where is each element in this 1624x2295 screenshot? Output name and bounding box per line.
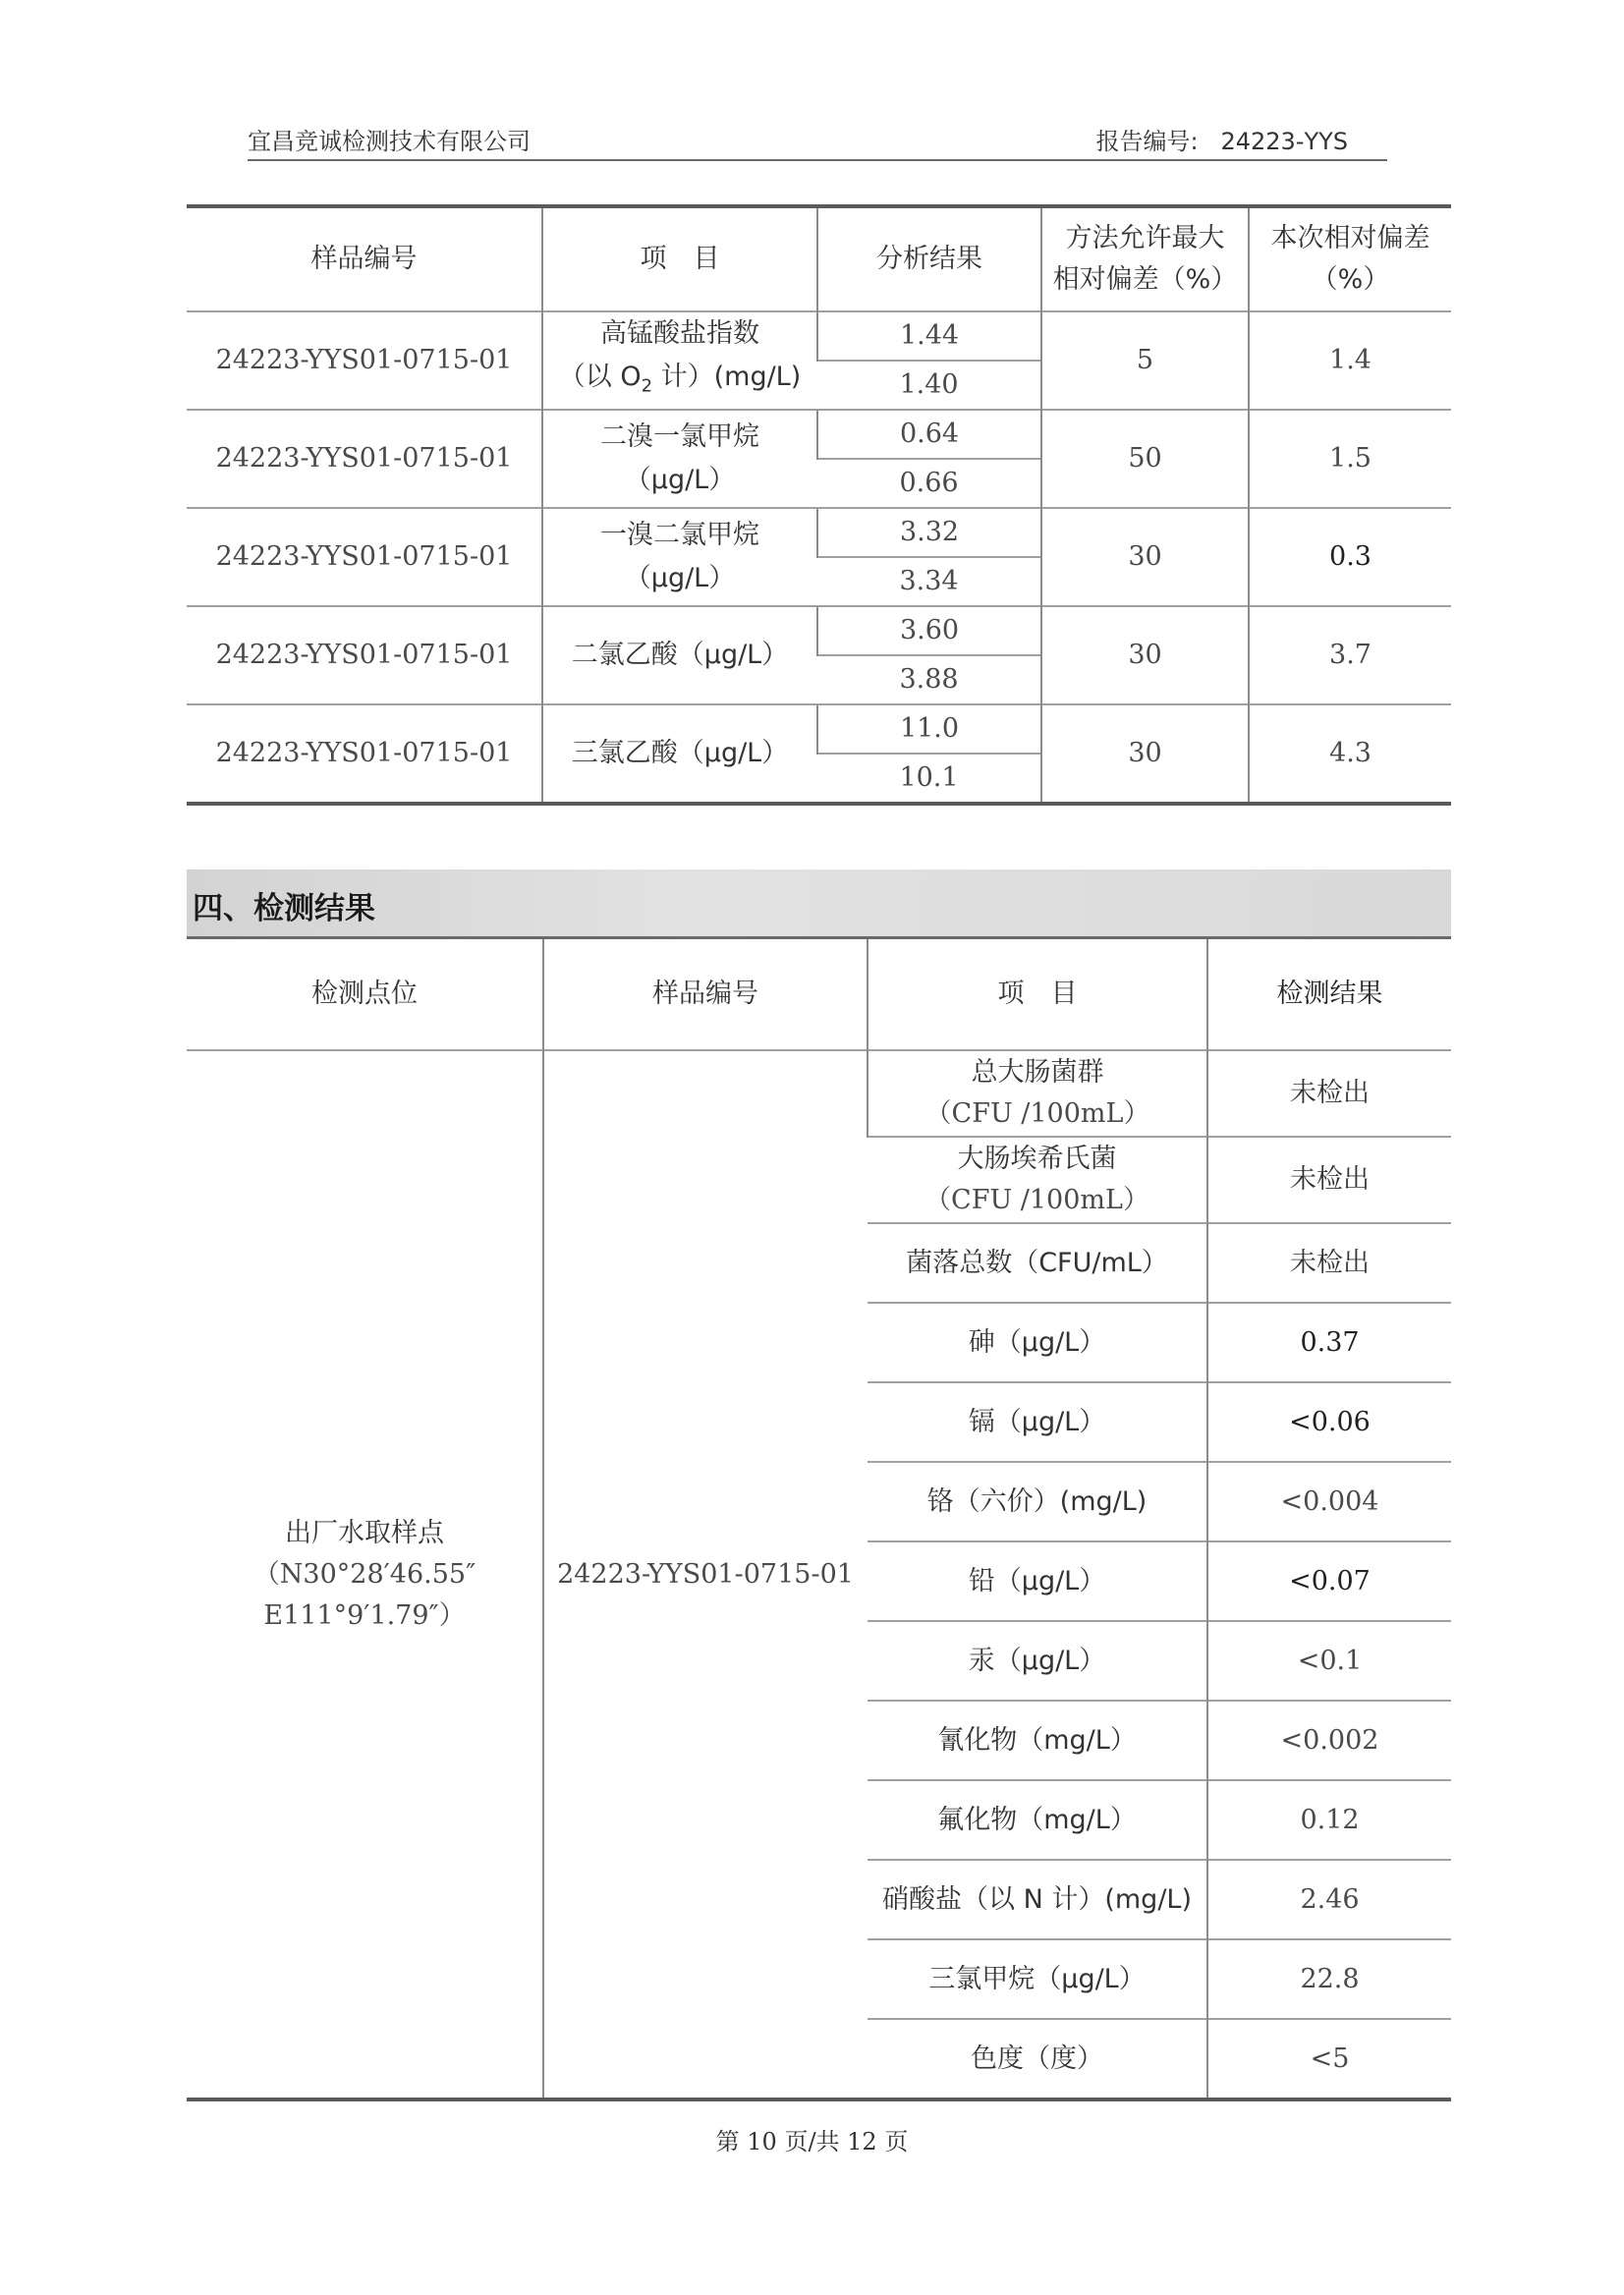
results-item: 氰化物（mg/L） bbox=[868, 1701, 1207, 1780]
report-number-value: 24223-YYS bbox=[1220, 128, 1348, 155]
results-value: 未检出 bbox=[1207, 1137, 1451, 1223]
section-title-bar bbox=[187, 869, 1451, 939]
qc-relative-deviation: 1.5 bbox=[1249, 410, 1451, 508]
qc-row bbox=[187, 606, 1451, 655]
qc-item-unit-sub: 2 bbox=[641, 375, 653, 397]
qc-relative-deviation: 4.3 bbox=[1249, 704, 1451, 804]
qc-header-row bbox=[187, 206, 1451, 311]
qc-header-result: 分析结果 bbox=[817, 206, 1041, 311]
qc-sample-no: 24223-YYS01-0715-01 bbox=[187, 704, 542, 804]
qc-item-line1: 高锰酸盐指数 bbox=[600, 318, 759, 350]
qc-max-deviation: 5 bbox=[1041, 311, 1249, 410]
qc-max-deviation: 30 bbox=[1041, 704, 1249, 804]
qc-max-deviation: 30 bbox=[1041, 606, 1249, 704]
results-table bbox=[187, 939, 1451, 2101]
results-value: 2.46 bbox=[1207, 1860, 1451, 1939]
qc-header-item: 项 目 bbox=[542, 206, 817, 311]
results-item bbox=[868, 1050, 1207, 1137]
qc-result-2: 3.88 bbox=[817, 655, 1041, 704]
qc-header-relative-deviation-line2: （%） bbox=[1311, 264, 1390, 295]
results-item-line2: （CFU /100mL） bbox=[924, 1185, 1149, 1215]
results-value: 未检出 bbox=[1207, 1050, 1451, 1137]
page-header bbox=[248, 122, 1387, 161]
qc-header-relative-deviation bbox=[1249, 206, 1451, 311]
qc-max-deviation: 30 bbox=[1041, 508, 1249, 606]
results-item: 镉（μg/L） bbox=[868, 1382, 1207, 1462]
qc-item-unit-b: 计）(mg/L) bbox=[652, 362, 802, 393]
results-sample-no: 24223-YYS01-0715-01 bbox=[543, 1050, 868, 2099]
qc-header-max-deviation-line1: 方法允许最大 bbox=[1065, 223, 1225, 253]
results-item: 铅（μg/L） bbox=[868, 1541, 1207, 1621]
qc-item-unit-a: （以 O bbox=[558, 362, 642, 393]
qc-item bbox=[542, 508, 817, 606]
qc-item-line2: （μg/L） bbox=[624, 465, 736, 495]
qc-item bbox=[542, 410, 817, 508]
results-item: 汞（μg/L） bbox=[868, 1621, 1207, 1701]
report-number-label: 报告编号: bbox=[1095, 128, 1199, 155]
section-title: 四、检测结果 bbox=[193, 891, 375, 926]
report-number bbox=[1095, 122, 1348, 156]
qc-header-sample-no: 样品编号 bbox=[310, 244, 418, 274]
results-item-line1: 大肠埃希氏菌 bbox=[957, 1144, 1117, 1174]
results-value: <5 bbox=[1207, 2019, 1451, 2099]
results-site bbox=[187, 1050, 543, 2099]
qc-item-line2 bbox=[543, 356, 816, 408]
results-item: 氟化物（mg/L） bbox=[868, 1780, 1207, 1860]
results-header-sample-no: 样品编号 bbox=[543, 939, 868, 1050]
results-item: 铬（六价）(mg/L) bbox=[868, 1462, 1207, 1541]
results-value: <0.07 bbox=[1207, 1541, 1451, 1621]
results-header-site: 检测点位 bbox=[311, 979, 418, 1009]
qc-relative-deviation: 3.7 bbox=[1249, 606, 1451, 704]
qc-row bbox=[187, 508, 1451, 557]
results-value: <0.1 bbox=[1207, 1621, 1451, 1701]
qc-max-deviation: 50 bbox=[1041, 410, 1249, 508]
results-item bbox=[868, 1137, 1207, 1223]
qc-result-2: 1.40 bbox=[817, 361, 1041, 410]
qc-row bbox=[187, 704, 1451, 754]
results-header-row bbox=[187, 939, 1451, 1050]
results-item-line2: （CFU /100mL） bbox=[924, 1098, 1150, 1129]
qc-sample-no: 24223-YYS01-0715-01 bbox=[187, 606, 542, 704]
results-site-line1: 出厂水取样点 bbox=[285, 1517, 444, 1548]
qc-result-1: 3.60 bbox=[817, 606, 1041, 655]
results-value: <0.002 bbox=[1207, 1701, 1451, 1780]
page-footer: 第 10 页/共 12 页 bbox=[715, 2128, 909, 2155]
qc-header-relative-deviation-line1: 本次相对偏差 bbox=[1270, 223, 1430, 253]
results-item-line1: 总大肠菌群 bbox=[971, 1057, 1104, 1088]
qc-header-max-deviation-line2: 相对偏差（%） bbox=[1052, 264, 1238, 295]
qc-item-line1: 二溴一氯甲烷 bbox=[600, 421, 759, 452]
results-header-result: 检测结果 bbox=[1207, 939, 1451, 1050]
qc-result-1: 1.44 bbox=[817, 311, 1041, 361]
qc-row bbox=[187, 410, 1451, 459]
qc-relative-deviation: 0.3 bbox=[1249, 508, 1451, 606]
qc-item-line2: （μg/L） bbox=[624, 563, 736, 593]
qc-row bbox=[187, 311, 1451, 361]
results-site-line2: （N30°28′46.55″ bbox=[252, 1558, 476, 1590]
qc-item-line1: 一溴二氯甲烷 bbox=[600, 520, 759, 550]
qc-result-2: 3.34 bbox=[817, 557, 1041, 606]
results-item: 砷（μg/L） bbox=[868, 1303, 1207, 1382]
qc-result-2: 0.66 bbox=[817, 459, 1041, 508]
company-name: 宜昌竞诚检测技术有限公司 bbox=[248, 128, 531, 155]
results-item: 硝酸盐（以 N 计）(mg/L) bbox=[868, 1860, 1207, 1939]
results-header-item: 项 目 bbox=[868, 939, 1207, 1050]
qc-item bbox=[542, 311, 817, 410]
qc-sample-no: 24223-YYS01-0715-01 bbox=[187, 311, 542, 410]
results-value: <0.004 bbox=[1207, 1462, 1451, 1541]
results-value: 0.37 bbox=[1207, 1303, 1451, 1382]
qc-result-1: 11.0 bbox=[817, 704, 1041, 754]
qc-deviation-table bbox=[187, 204, 1451, 806]
results-value: 22.8 bbox=[1207, 1939, 1451, 2019]
qc-sample-no: 24223-YYS01-0715-01 bbox=[187, 410, 542, 508]
results-site-line3: E111°9′1.79″） bbox=[263, 1599, 466, 1631]
qc-item: 二氯乙酸（μg/L） bbox=[542, 606, 817, 704]
results-item: 菌落总数（CFU/mL） bbox=[868, 1223, 1207, 1303]
results-row bbox=[187, 1050, 1451, 1137]
results-value: 未检出 bbox=[1207, 1223, 1451, 1303]
qc-item: 三氯乙酸（μg/L） bbox=[542, 704, 817, 804]
qc-header-max-deviation bbox=[1041, 206, 1249, 311]
qc-relative-deviation: 1.4 bbox=[1249, 311, 1451, 410]
qc-result-1: 3.32 bbox=[817, 508, 1041, 557]
results-value: 0.12 bbox=[1207, 1780, 1451, 1860]
qc-result-2: 10.1 bbox=[817, 754, 1041, 804]
qc-result-1: 0.64 bbox=[817, 410, 1041, 459]
results-item: 三氯甲烷（μg/L） bbox=[868, 1939, 1207, 2019]
results-item: 色度（度） bbox=[868, 2019, 1207, 2099]
qc-sample-no: 24223-YYS01-0715-01 bbox=[187, 508, 542, 606]
results-value: <0.06 bbox=[1207, 1382, 1451, 1462]
